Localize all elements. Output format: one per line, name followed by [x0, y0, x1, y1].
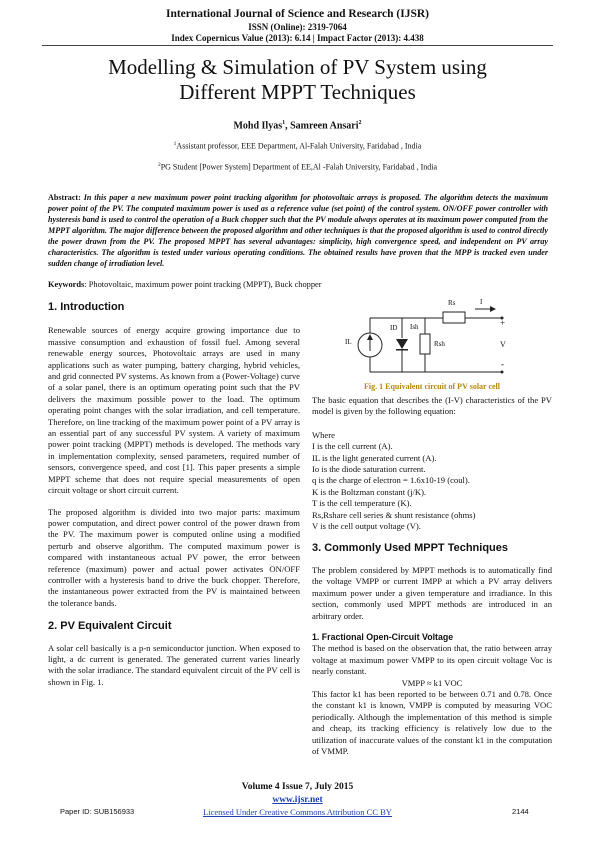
label-v: V	[500, 340, 506, 349]
keywords-text: : Photovoltaic, maximum power point tracking (MPPT), Buck chopper	[84, 280, 322, 289]
affiliation-2-text: PG Student [Power System] Department of EE,Al -Falah University, Faridabad , India	[160, 162, 438, 172]
journal-name: International Journal of Science and Research (IJSR)	[165, 8, 429, 20]
affiliation-2-sup: 2	[157, 162, 161, 168]
fractional-ocv-paragraph-1: The method is based on the observation that, the ratio between array voltage at maximum power VMPP to its open circuit voltage Voc is nearly constant.	[312, 643, 552, 677]
variable-item: I is the cell current (A).	[312, 441, 393, 452]
where-label: Where	[312, 429, 335, 440]
figure-1-caption: Fig. 1 Equivalent circuit of PV solar cell	[364, 382, 500, 391]
intro-paragraph-2: The proposed algorithm is divided into two major parts: maximum power computation, and direct power control of the power drawn from the PV. The maximum power is computed online using a modified perturb and observe algorithm. The computed maximum power is compared with instantaneous actual PV power, the error between reference (maximum) power and actual power activates ON/OFF controller with a hysteresis band to drive the buck chopper. Therefore, the instantaneous power extracted from the PV is maintained between the tolerance bands.	[48, 506, 300, 608]
mppt-paragraph-1: The problem considered by MPPT methods is to automatically find the voltage VMPP or current IMPP at which a PV array delivers maximum power under a given temperature and irradiance. In this section, commonly used MPPT methods are introduced in an arbitrary order.	[312, 564, 552, 621]
right-column	[312, 395, 552, 757]
abstract	[48, 192, 548, 269]
label-minus: -	[501, 359, 504, 369]
label-plus: +	[500, 318, 506, 328]
variable-item: K is the Boltzman constant (j/K).	[312, 486, 427, 497]
variable-item: Io is the diode saturation current.	[312, 464, 426, 475]
affiliation-1-sup: 1	[173, 141, 177, 147]
section-introduction-heading: 1. Introduction	[48, 301, 125, 313]
footer-site-text[interactable]: www.ijsr.net	[272, 795, 323, 805]
paper-title-line2: Different MPPT Techniques	[179, 80, 416, 104]
variable-item: q is the charge of electron = 1.6x10-19 (coul).	[312, 475, 470, 486]
authors	[0, 120, 595, 131]
variable-item: IL is the light generated current (A).	[312, 452, 437, 463]
circuit-diagram	[340, 296, 530, 382]
variable-item: T is the cell temperature (K).	[312, 498, 412, 509]
iv-intro-paragraph: The basic equation that describes the (I-V) characteristics of the PV model is given by the following equation:	[312, 395, 552, 417]
author-1-sup: 1	[282, 120, 286, 126]
label-il: IL	[345, 338, 352, 346]
label-rsh: Rsh	[434, 340, 445, 348]
footer-license-link[interactable]	[0, 807, 595, 817]
affiliation-2	[0, 162, 595, 172]
author-separator: ,	[285, 120, 291, 132]
journal-index: Index Copernicus Value (2013): 6.14 | Impact Factor (2013): 4.438	[171, 33, 424, 43]
section-pv-heading: 2. PV Equivalent Circuit	[48, 620, 172, 633]
author-2: Samreen Ansari	[290, 120, 359, 132]
journal-issn: ISSN (Online): 2319-7064	[248, 22, 347, 32]
left-column	[48, 302, 300, 688]
header-rule	[42, 45, 553, 46]
fractional-ocv-paragraph-2: This factor k1 has been reported to be between 0.71 and 0.78. Once the constant k1 is known, VMPP is computed by measuring VOC periodically. Although the implementation of this method is simple and cheap, its tracking efficiency is relatively low due to the utilization of inaccurate values of the constant k1 in the computation of VMMP.	[312, 688, 552, 756]
label-rs: Rs	[448, 299, 456, 307]
subsection-fractional-ocv-heading: 1. Fractional Open-Circuit Voltage	[312, 631, 454, 642]
intro-paragraph-1: Renewable sources of energy acquire growing importance due to massive consumption and exhaustion of fossil fuel. Among several renewable energy sources, Photovoltaic arrays are used in many applications such as water pumping, battery charging, hybrid vehicles, and grid connected PV systems. As known from a (Power-Voltage) curve of a solar panel, there is an optimum operating point such that the PV delivers the maximum possible power to the load. The optimum operating point changes with the solar irradiation, and cell temperature. Therefore, on line tracking of the maximum power point of a PV array is an essential part of any successful PV system. A variety of maximum power point tracking (MPPT) methods is developed. The methods vary in implementation complexity, sensed parameters, required number of sensors, convergence speed, and cost [1]. This paper presents a simple MPPT scheme that does not require special measurements of open circuit voltage or short circuit current.	[48, 325, 300, 496]
footer-page-number: 2144	[512, 807, 529, 816]
author-1: Mohd Ilyas	[233, 120, 283, 132]
abstract-label: Abstract:	[48, 193, 81, 202]
footer-site-link[interactable]	[0, 795, 595, 805]
equation-vmpp: VMPP ≈ k1 VOC	[401, 677, 463, 688]
section-mppt-heading: 3. Commonly Used MPPT Techniques	[312, 542, 508, 555]
variable-list	[312, 441, 552, 532]
label-ish: Ish	[410, 323, 419, 331]
footer-license-text[interactable]: Licensed Under Creative Commons Attribution CC BY	[203, 807, 392, 817]
affiliation-1-text: Assistant professor, EEE Department, Al-Falah University, Faridabad , India	[176, 141, 422, 151]
label-i: I	[480, 298, 483, 306]
author-2-sup: 2	[358, 120, 362, 126]
pv-paragraph-1: A solar cell basically is a p-n semiconductor junction. When exposed to light, a dc current is generated. The generated current varies linearly with the solar irradiance. The standard equivalent circuit of the PV cell is shown in Fig. 1.	[48, 642, 300, 687]
figure-1-circuit	[340, 296, 530, 382]
variable-item: Rs,Rshare cell series & shunt resistance (ohms)	[312, 509, 476, 520]
affiliation-1	[0, 141, 595, 151]
keywords	[48, 279, 548, 290]
abstract-text: In this paper a new maximum power point tracking algorithm for photovoltaic arrays is proposed. The algorithm detects the maximum power point of the PV. The computed maximum power is used as a reference value (set point) of the control system. ON/OFF power controller with hysteresis band is used to control the operation of a Buck chopper such that the PV module always operates at its maximum power computed from the MPPT algorithm. The major difference between the proposed algorithm and other techniques is that the proposed algorithm is used to control directly the power drawn from the PV. The proposed MPPT has several advantages: simplicity, high convergence speed, and independent on PV array characteristics. The algorithm is tested under various operating conditions. The obtained results have proven that the MPP is tracked even under sudden change of irradiation level.	[48, 193, 548, 268]
variable-item: V is the cell output voltage (V).	[312, 521, 421, 532]
keywords-label: Keywords	[48, 280, 85, 289]
footer-paper-id: Paper ID: SUB156933	[60, 807, 135, 816]
paper-title-line1: Modelling & Simulation of PV System using	[108, 55, 487, 79]
footer-volume: Volume 4 Issue 7, July 2015	[241, 782, 354, 792]
label-id: ID	[390, 324, 398, 332]
